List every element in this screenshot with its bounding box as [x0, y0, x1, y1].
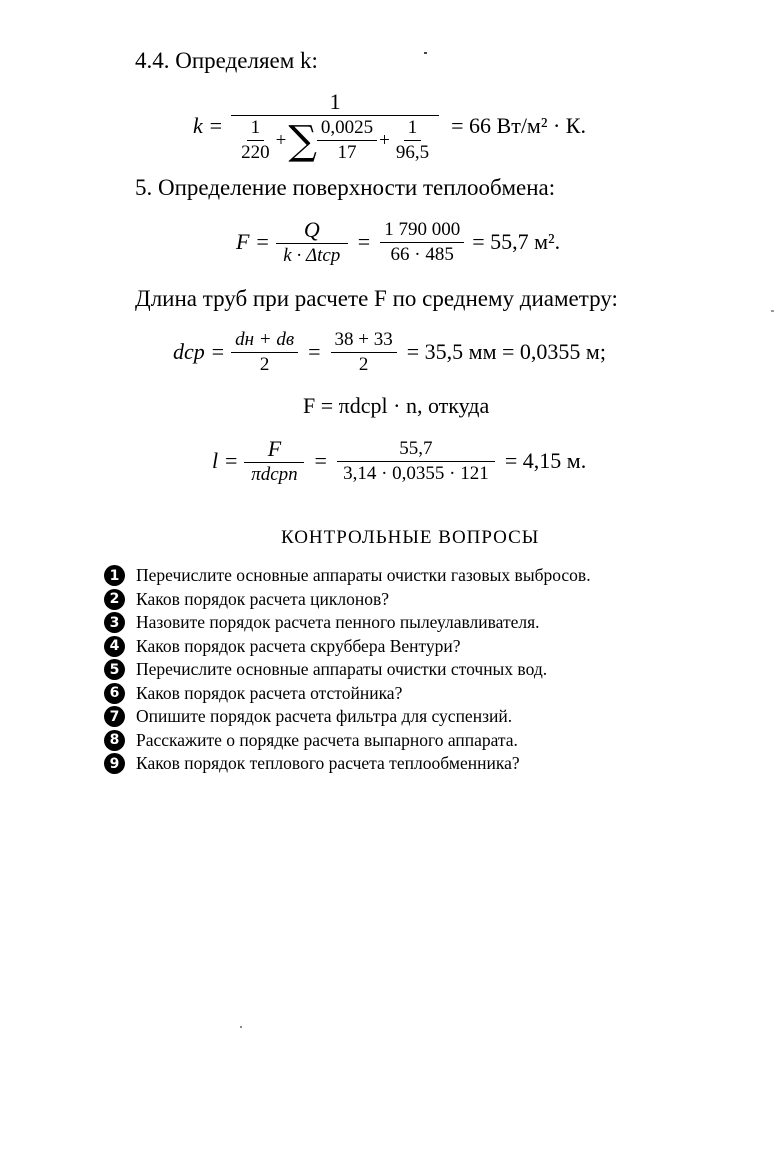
l-fraction1 — [244, 437, 304, 485]
pipe-length-heading: Длина труб при расчете F по среднему диаметру: — [135, 286, 618, 311]
number-badge-icon: 1 — [104, 565, 125, 586]
l-den2: 3,14 · 0,0355 · 121 — [343, 462, 489, 484]
number-badge-icon: 3 — [104, 612, 125, 633]
question-text: Опишите порядок расчета фильтра для суспензий. — [136, 706, 513, 727]
k-term1-den: 220 — [241, 142, 270, 164]
question-text: Расскажите о порядке расчета выпарного аппарата. — [136, 729, 518, 750]
k-denominator — [233, 116, 437, 163]
d-lhs: dср = — [173, 339, 226, 365]
F-num2: 1 790 000 — [380, 220, 464, 243]
d-num2: 38 + 33 — [331, 330, 397, 353]
scan-speck — [771, 310, 774, 312]
number-badge-icon: 4 — [104, 636, 125, 657]
F-fraction2 — [380, 220, 464, 265]
question-text: Перечислите основные аппараты очистки газовых выбросов. — [136, 565, 591, 586]
question-text: Назовите порядок расчета пенного пылеулавливателя. — [136, 612, 540, 633]
section-5-heading: 5. Определение поверхности теплообмена: — [135, 175, 556, 200]
d-fraction1 — [231, 330, 298, 375]
section-4-4-heading: 4.4. Определяем k: — [135, 48, 318, 73]
question-item — [104, 658, 591, 682]
k-numerator: 1 — [231, 90, 439, 116]
question-item — [104, 682, 591, 706]
d-num1: dн + dв — [231, 330, 298, 353]
scan-speck — [424, 52, 427, 54]
k-term2-den: 17 — [337, 142, 357, 164]
question-text: Каков порядок теплового расчета теплообменника? — [136, 753, 520, 774]
l-num2: 55,7 — [337, 439, 495, 462]
F-result: = 55,7 м². — [472, 229, 561, 255]
equals-sign: = — [357, 229, 371, 255]
scan-speck — [240, 1026, 242, 1028]
question-text: Каков порядок расчета скруббера Вентури? — [136, 635, 461, 656]
F-den1: k · Δtср — [283, 245, 341, 267]
question-text: Перечислите основные аппараты очистки сточных вод. — [136, 659, 548, 680]
question-item — [104, 729, 591, 753]
l-formula — [212, 437, 586, 485]
k-term3-den: 96,5 — [395, 142, 430, 164]
l-fraction2 — [337, 439, 495, 484]
k-result: = 66 Вт/м² · К. — [451, 113, 586, 139]
question-text: Каков порядок расчета отстойника? — [136, 682, 403, 703]
number-badge-icon: 8 — [104, 730, 125, 751]
k-term3 — [392, 118, 433, 163]
F-fraction1 — [276, 218, 348, 266]
l-result: = 4,15 м. — [504, 448, 587, 474]
F-den2: 66 · 485 — [390, 243, 454, 265]
question-item — [104, 752, 591, 776]
plus-sign: + — [275, 129, 287, 151]
F-lhs: F = — [236, 229, 270, 255]
question-item — [104, 635, 591, 659]
question-item — [104, 564, 591, 588]
k-lhs: k = — [193, 113, 224, 139]
k-fraction — [231, 90, 439, 163]
equals-sign: = — [314, 448, 327, 474]
d-den1: 2 — [259, 353, 270, 375]
k-term2 — [317, 118, 377, 163]
plus-sign: + — [379, 129, 390, 151]
questions-list — [104, 564, 591, 776]
question-item — [104, 588, 591, 612]
number-badge-icon: 5 — [104, 659, 125, 680]
k-term1 — [237, 118, 274, 163]
k-term2-num: 0,0025 — [317, 118, 377, 141]
number-badge-icon: 7 — [104, 706, 125, 727]
sigma-symbol: ∑ — [288, 117, 317, 164]
number-badge-icon: 2 — [104, 589, 125, 610]
l-den1: πdсрn — [251, 464, 298, 486]
question-text: Каков порядок расчета циклонов? — [136, 588, 390, 609]
l-lhs: l = — [212, 448, 239, 474]
equals-sign: = — [308, 339, 321, 365]
d-result: = 35,5 мм = 0,0355 м; — [406, 339, 606, 365]
number-badge-icon: 9 — [104, 753, 125, 774]
number-badge-icon: 6 — [104, 683, 125, 704]
F-area-text: F = πdсрl · n, откуда — [303, 393, 490, 418]
d-fraction2 — [331, 330, 397, 375]
k-term1-num: 1 — [247, 118, 265, 141]
l-num1: F — [244, 437, 304, 463]
d-formula — [173, 330, 606, 375]
d-den2: 2 — [358, 353, 369, 375]
k-formula — [193, 90, 586, 163]
question-item — [104, 611, 591, 635]
F-formula — [236, 218, 560, 266]
F-num1: Q — [276, 218, 348, 244]
F-area-formula — [303, 393, 489, 419]
question-item — [104, 705, 591, 729]
questions-title: КОНТРОЛЬНЫЕ ВОПРОСЫ — [281, 527, 540, 548]
k-term3-num: 1 — [404, 118, 422, 141]
